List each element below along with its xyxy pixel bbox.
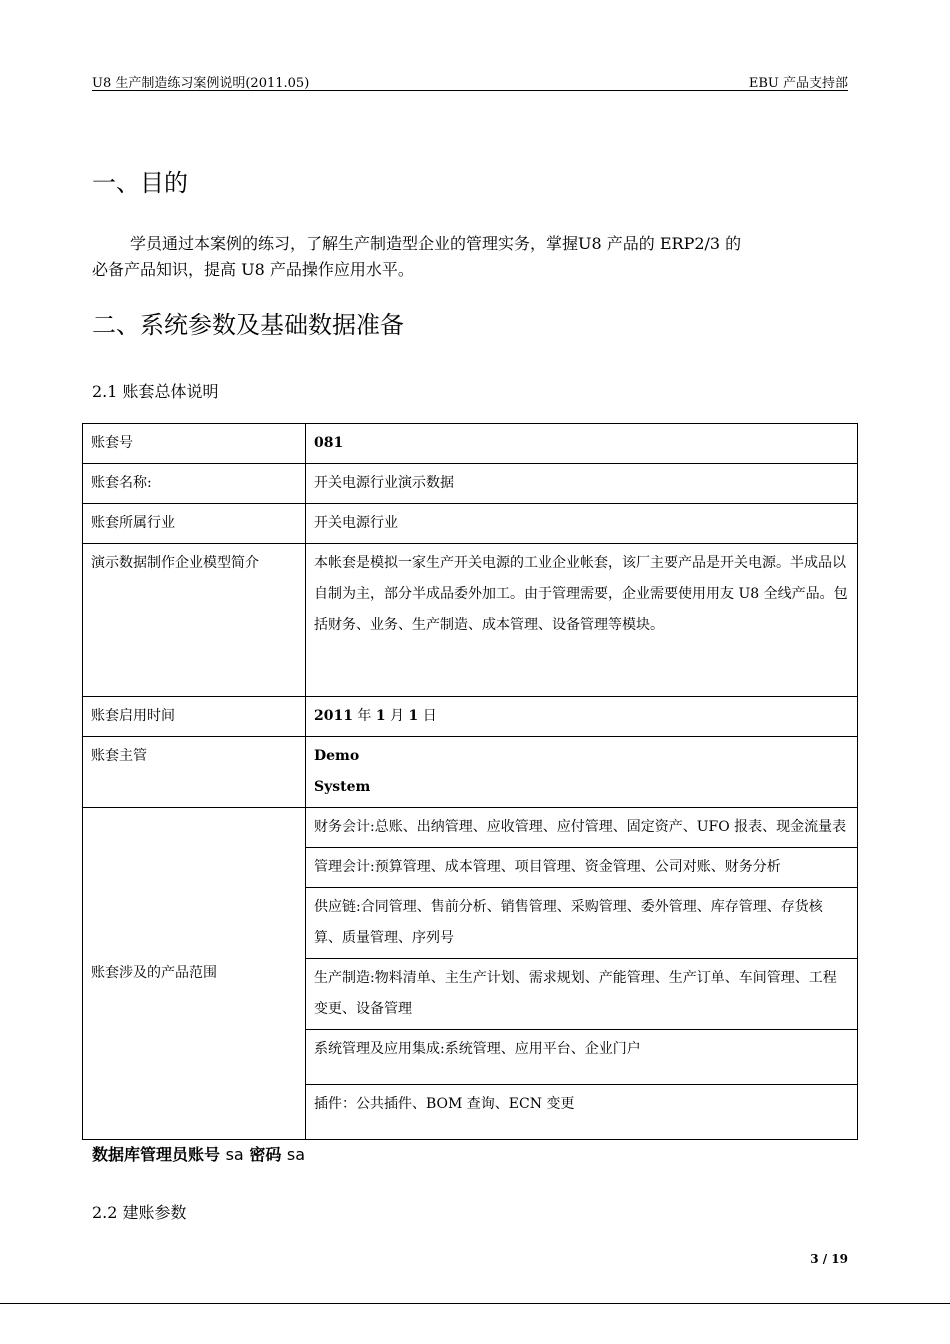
purpose-line-2: 必备产品知识，提高 U8 产品操作应用水平。 [92,260,414,279]
scope-item: 财务会计:总账、出纳管理、应收管理、应付管理、固定资产、UFO 报表、现金流量表 [306,808,858,848]
db-admin-line [92,1142,305,1165]
table-key: 账套名称: [83,464,306,504]
table-row [83,544,858,697]
db-password-value: sa [286,1145,306,1164]
table-value: 开关电源行业 [306,504,858,544]
table-key: 账套主管 [83,737,306,808]
purpose-line-1: 学员通过本案例的练习，了解生产制造型企业的管理实务，掌握U8 产品的 ERP2/3 的 [130,234,742,253]
date-month-unit: 月 [385,708,409,724]
subheading-2-1: 2.1 账套总体说明 [92,382,219,401]
table-row [83,697,858,737]
supervisor-line-1: Demo [314,748,360,764]
purpose-paragraph [92,231,852,283]
section-title-purpose: 一、目的 [92,169,188,197]
scope-item: 系统管理及应用集成:系统管理、应用平台、企业门户 [306,1030,858,1085]
table-value-date [306,697,858,737]
table-value: 081 [306,424,858,464]
table-value: 本帐套是模拟一家生产开关电源的工业企业帐套，该厂主要产品是开关电源。半成品以自制为主，部分半成品委外加工。由于管理需要，企业需要使用用友 U8 全线产品。包括财务、业务、生产制造、成本管理、设备管理等模块。 [306,544,858,697]
scope-item: 供应链:合同管理、售前分析、销售管理、采购管理、委外管理、库存管理、存货核算、质量管理、序列号 [306,888,858,959]
table-key: 账套启用时间 [83,697,306,737]
date-day-unit: 日 [418,708,437,724]
table-row [83,737,858,808]
table-value-supervisor [306,737,858,808]
table-value: 开关电源行业演示数据 [306,464,858,504]
supervisor-line-2: System [314,779,371,795]
page-header [92,72,848,91]
db-admin-label: 数据库管理员账号 [92,1145,221,1164]
scope-item: 生产制造:物料清单、主生产计划、需求规划、产能管理、生产订单、车间管理、工程变更、设备管理 [306,959,858,1030]
account-info-table [82,423,858,1140]
table-key: 账套号 [83,424,306,464]
table-key-scope: 账套涉及的产品范围 [83,808,306,1140]
header-right-dept: EBU 产品支持部 [748,76,848,91]
table-row [83,464,858,504]
page-number: 3 / 19 [810,1252,848,1266]
scope-item: 管理会计:预算管理、成本管理、项目管理、资金管理、公司对账、财务分析 [306,848,858,888]
scope-item: 插件：公共插件、BOM 查询、ECN 变更 [306,1085,858,1140]
table-row [83,504,858,544]
db-admin-value: sa [225,1145,244,1164]
date-month: 1 [375,708,386,724]
date-year: 2011 [314,708,353,724]
table-row [83,424,858,464]
db-password-label: 密码 [249,1145,282,1164]
section-title-system: 二、系统参数及基础数据准备 [92,311,404,339]
date-year-unit: 年 [352,708,376,724]
header-left-title: U8 生产制造练习案例说明(2011.05) [92,76,310,91]
table-row [83,808,858,848]
table-key: 演示数据制作企业模型简介 [83,544,306,697]
bottom-divider [0,1303,950,1304]
date-day: 1 [408,708,419,724]
table-key: 账套所属行业 [83,504,306,544]
subheading-2-2: 2.2 建账参数 [92,1203,187,1222]
